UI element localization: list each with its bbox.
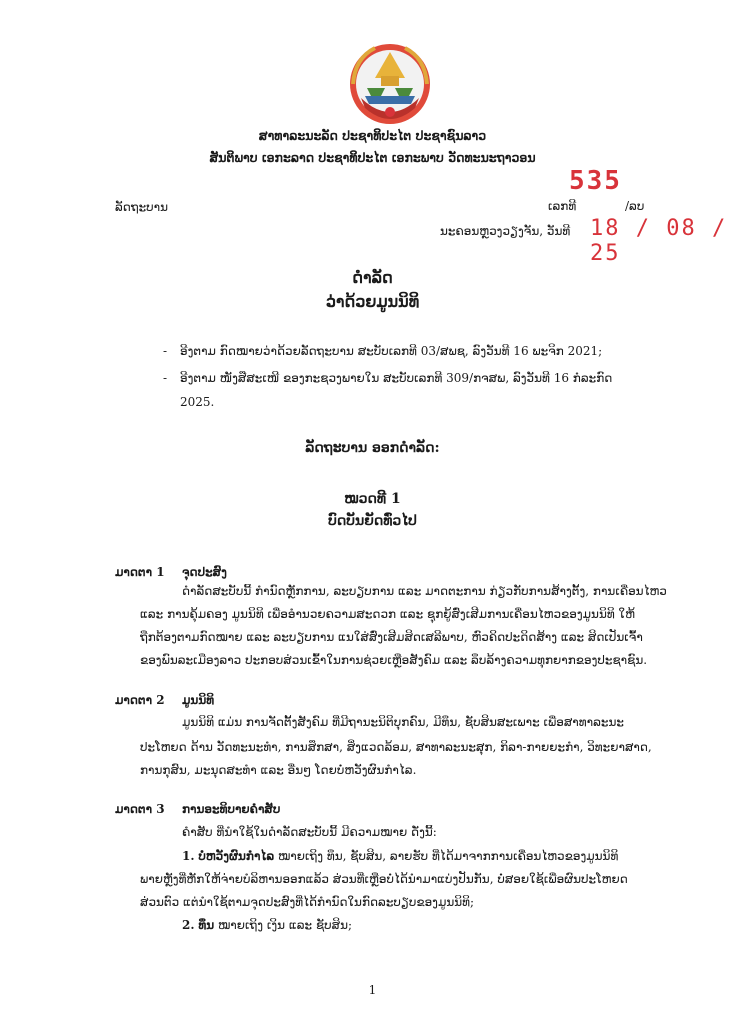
- article-text-line: ມູນນິທິ ແມ່ນ ການຈັດຕັ້ງສັງຄົມ ທີ່ມີຖານະນິຕິບຸກຄົນ, ມີທຶນ, ຊັບສິນສະເພາະ ເພື່ອສາທາລະນະ: [182, 715, 624, 729]
- issuer-label: ລັດຖະບານ: [115, 200, 169, 214]
- article-title: ຈຸດປະສົງ: [182, 565, 227, 579]
- number-suffix: /ລບ: [625, 199, 645, 213]
- article-text-line: ການກຸສົນ, ມະນຸດສະທຳ ແລະ ອື່ນໆ ໂດຍບໍ່ຫວັງຜົນກຳໄລ.: [140, 763, 417, 777]
- chapter-name: ບົດບັນຍັດທົ່ວໄປ: [328, 513, 417, 529]
- chapter-number: ໝວດທີ 1: [344, 491, 401, 507]
- definition-text-line: ສ່ວນຕົວ ແຕ່ນຳໃຊ້ຕາມຈຸດປະສົງທີ່ໄດ້ກຳນົດໃນກົດລະບຽບຂອງມູນນິທິ;: [140, 895, 475, 909]
- article-title: ມູນນິທິ: [182, 693, 215, 707]
- decree-subject: ວ່າດ້ວຍມູນນິທິ: [325, 292, 420, 311]
- lao-national-emblem-icon: [345, 38, 435, 128]
- country-name: ສາທາລະນະລັດ ປະຊາທິປະໄຕ ປະຊາຊົນລາວ: [258, 128, 487, 143]
- definition-term: ບໍ່ຫວັງຜົນກຳໄລ: [198, 849, 275, 863]
- document-date: 18 / 08 / 25: [590, 216, 728, 266]
- article-intro: ຄຳສັບ ທີ່ນຳໃຊ້ໃນດຳລັດສະບັບນີ້ ມີຄວາມໝາຍ ດັ່ງນີ້:: [182, 825, 437, 839]
- article-text-line: ຂອງພົນລະເມືອງລາວ ປະກອບສ່ວນເຂົ້າໃນການຊ່ວຍເຫຼືອສັງຄົມ ແລະ ລຶບລ້າງຄວາມທຸກຍາກຂອງປະຊາຊົນ.: [140, 653, 648, 667]
- reference-bullet: -: [163, 344, 168, 358]
- document-number: 535: [569, 166, 622, 196]
- reference-item: ອີງຕາມ ກົດໝາຍວ່າດ້ວຍລັດຖະບານ ສະບັບເລກທີ 03/ສພຊ, ລົງວັນທີ 16 ພະຈິກ 2021;: [180, 344, 603, 358]
- definition-number: 1.: [182, 849, 195, 863]
- national-motto: ສັນຕິພາບ ເອກະລາດ ປະຊາທິປະໄຕ ເອກະພາບ ວັດທະນະຖາວອນ: [209, 150, 536, 165]
- definition-term: ທຶນ: [198, 918, 215, 932]
- article-label: ມາດຕາ 3: [115, 802, 165, 816]
- article-text-line: ຖືກຕ້ອງຕາມກົດໝາຍ ແລະ ລະບຽບການ ແນໃສ່ສົ່ງເສີມສິດເສລີພາບ, ຫົວຄິດປະດິດສ້າງ ແລະ ສິດເປັນເຈົ້າ: [140, 630, 643, 644]
- article-text-line: ດຳລັດສະບັບນີ້ ກຳນົດຫຼັກການ, ລະບຽບການ ແລະ ມາດຕະການ ກ່ຽວກັບການສ້າງຕັ້ງ, ການເຄື່ອນໄຫວ: [182, 584, 667, 598]
- reference-item-continued: 2025.: [180, 395, 215, 409]
- article-label: ມາດຕາ 2: [115, 693, 165, 707]
- definition-item: [182, 915, 352, 936]
- reference-item: ອີງຕາມ ໜັງສືສະເໜີ ຂອງກະຊວງພາຍໃນ ສະບັບເລກທີ 309/ກຈສພ, ລົງວັນທີ 16 ກໍລະກົດ: [180, 371, 613, 385]
- article-text-line: ແລະ ການຄຸ້ມຄອງ ມູນນິທິ ເພື່ອອຳນວຍຄວາມສະດວກ ແລະ ຊຸກຍູ້ສົ່ງເສີມການເຄື່ອນໄຫວຂອງມູນນິທິ ໃຫ້: [140, 607, 635, 621]
- place-date-label: ນະຄອນຫຼວງວຽງຈັນ, ວັນທີ: [440, 224, 571, 238]
- article-label: ມາດຕາ 1: [115, 565, 165, 579]
- article-text-line: ປະໂຫຍດ ດ້ານ ວັດທະນະທຳ, ການສຶກສາ, ສິ່ງແວດລ້ອມ, ສາທາລະນະສຸກ, ກິລາ-ກາຍຍະກຳ, ວິທະຍາສາດ,: [140, 740, 652, 754]
- definition-number: 2.: [182, 918, 195, 932]
- definition-text: ໝາຍເຖິງ ເງິນ ແລະ ຊັບສິນ;: [217, 918, 353, 932]
- reference-bullet: -: [163, 371, 168, 385]
- decree-statement: ລັດຖະບານ ອອກດຳລັດ:: [305, 440, 440, 456]
- definition-item: [182, 846, 618, 867]
- decree-title: ດຳລັດ: [352, 268, 393, 287]
- definition-text-line: ພາຍຫຼັງທີ່ຫັກໃຫ້ຈ່າຍບໍລິຫານອອກແລ້ວ ສ່ວນທີ່ເຫຼືອບໍ່ໄດ້ນຳມາແບ່ງປັນກັນ, ບໍ່ສອຍໃຊ້ເພື່ອຜົນປະໂຫຍດ: [140, 872, 628, 886]
- number-label: ເລກທີ: [548, 199, 577, 213]
- definition-text: ໝາຍເຖິງ ທຶນ, ຊັບສິນ, ລາຍຮັບ ທີ່ໄດ້ມາຈາກການເຄື່ອນໄຫວຂອງມູນນິທິ: [277, 849, 619, 863]
- page-number: 1: [368, 983, 377, 997]
- article-title: ການອະທິບາຍຄຳສັບ: [182, 802, 281, 816]
